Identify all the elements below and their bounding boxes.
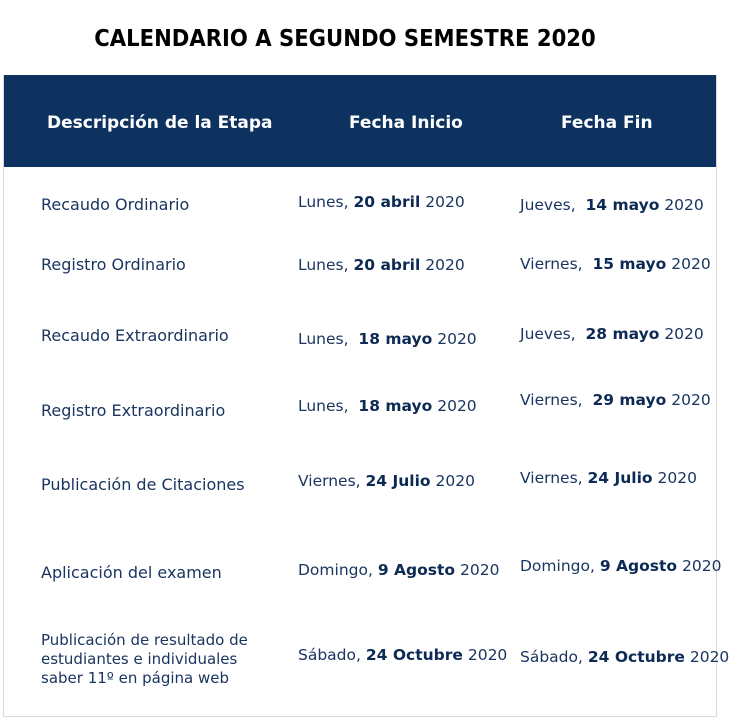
row-description: Publicación de resultado de estudiantes e individuales saber 11º en página web (41, 631, 248, 687)
table-header (4, 75, 716, 167)
calendar-table (3, 75, 729, 717)
row-start-date: Viernes, 24 Julio 2020 (298, 472, 475, 490)
row-start-date: Domingo, 9 Agosto 2020 (298, 561, 500, 579)
row-description: Registro Ordinario (41, 255, 186, 274)
row-end-date: Jueves, 14 mayo 2020 (520, 196, 704, 214)
row-end-date: Sábado, 24 Octubre 2020 (520, 648, 729, 666)
row-end-date: Jueves, 28 mayo 2020 (520, 325, 704, 343)
row-description: Publicación de Citaciones (41, 475, 245, 494)
page-title: CALENDARIO A SEGUNDO SEMESTRE 2020 (94, 26, 596, 52)
header-start-date: Fecha Inicio (349, 113, 463, 133)
row-start-date: Lunes, 18 mayo 2020 (298, 330, 477, 348)
row-end-date: Viernes, 24 Julio 2020 (520, 469, 697, 487)
row-end-date: Domingo, 9 Agosto 2020 (520, 557, 722, 575)
row-start-date: Sábado, 24 Octubre 2020 (298, 646, 508, 664)
row-start-date: Lunes, 20 abril 2020 (298, 256, 465, 274)
row-start-date: Lunes, 20 abril 2020 (298, 193, 465, 211)
row-end-date: Viernes, 15 mayo 2020 (520, 255, 711, 273)
row-description: Recaudo Ordinario (41, 195, 190, 214)
row-description: Registro Extraordinario (41, 401, 226, 420)
header-description: Descripción de la Etapa (47, 113, 273, 133)
row-start-date: Lunes, 18 mayo 2020 (298, 397, 477, 415)
row-description: Recaudo Extraordinario (41, 326, 229, 345)
row-description: Aplicación del examen (41, 563, 222, 582)
header-end-date: Fecha Fin (561, 113, 653, 133)
row-end-date: Viernes, 29 mayo 2020 (520, 391, 711, 409)
